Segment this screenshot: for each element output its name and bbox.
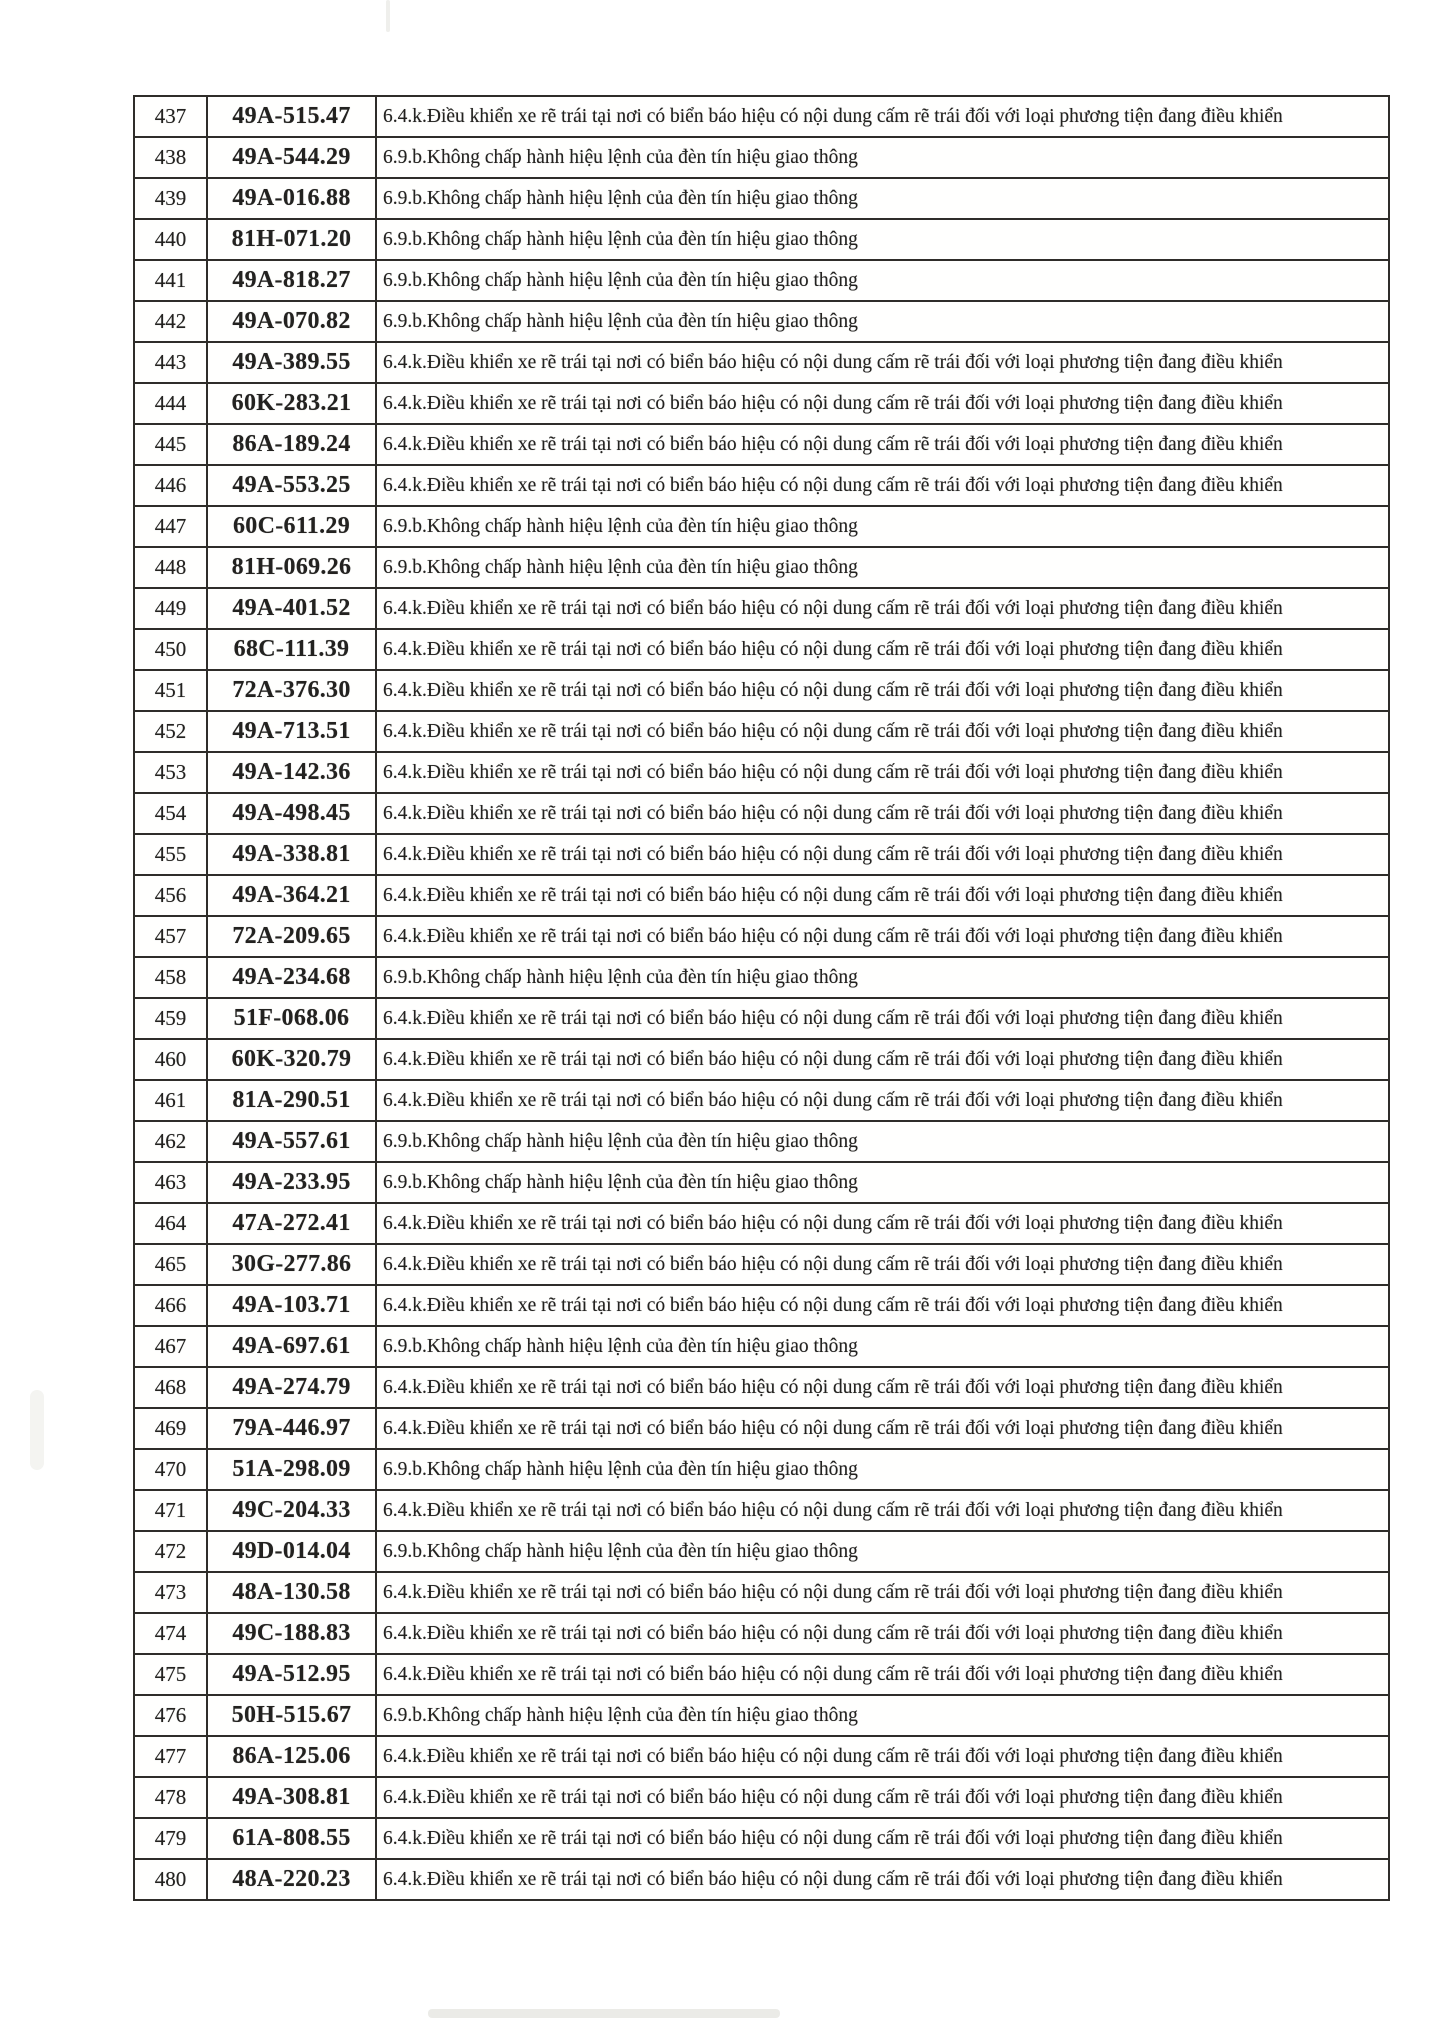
violation-text-cell: 6.9.b.Không chấp hành hiệu lệnh của đèn tín hiệu giao thông [376,219,1389,260]
violation-text-cell: 6.4.k.Điều khiển xe rẽ trái tại nơi có biển báo hiệu có nội dung cấm rẽ trái đối với loại phương tiện đang điều khiển [376,834,1389,875]
license-plate-cell: 47A-272.41 [207,1203,376,1244]
license-plate-cell: 86A-125.06 [207,1736,376,1777]
license-plate-cell: 49A-818.27 [207,260,376,301]
table-row [134,301,1389,342]
row-number-cell: 477 [134,1736,207,1777]
row-number-cell: 478 [134,1777,207,1818]
violation-text-cell: 6.4.k.Điều khiển xe rẽ trái tại nơi có biển báo hiệu có nội dung cấm rẽ trái đối với loại phương tiện đang điều khiển [376,1285,1389,1326]
row-number-cell: 447 [134,506,207,547]
row-number-cell: 449 [134,588,207,629]
violation-text-cell: 6.4.k.Điều khiển xe rẽ trái tại nơi có biển báo hiệu có nội dung cấm rẽ trái đối với loại phương tiện đang điều khiển [376,1408,1389,1449]
table-row [134,1326,1389,1367]
table-row [134,1039,1389,1080]
violations-table-body [134,96,1389,1900]
violation-text-cell: 6.9.b.Không chấp hành hiệu lệnh của đèn tín hiệu giao thông [376,1695,1389,1736]
violation-text-cell: 6.4.k.Điều khiển xe rẽ trái tại nơi có biển báo hiệu có nội dung cấm rẽ trái đối với loại phương tiện đang điều khiển [376,1367,1389,1408]
license-plate-cell: 49A-515.47 [207,96,376,137]
row-number-cell: 457 [134,916,207,957]
table-row [134,465,1389,506]
table-row [134,547,1389,588]
row-number-cell: 467 [134,1326,207,1367]
violation-text-cell: 6.4.k.Điều khiển xe rẽ trái tại nơi có biển báo hiệu có nội dung cấm rẽ trái đối với loại phương tiện đang điều khiển [376,383,1389,424]
row-number-cell: 451 [134,670,207,711]
violation-text-cell: 6.9.b.Không chấp hành hiệu lệnh của đèn tín hiệu giao thông [376,1531,1389,1572]
license-plate-cell: 79A-446.97 [207,1408,376,1449]
license-plate-cell: 49A-713.51 [207,711,376,752]
table-row [134,178,1389,219]
table-row [134,383,1389,424]
license-plate-cell: 50H-515.67 [207,1695,376,1736]
row-number-cell: 445 [134,424,207,465]
license-plate-cell: 49C-188.83 [207,1613,376,1654]
violation-text-cell: 6.4.k.Điều khiển xe rẽ trái tại nơi có biển báo hiệu có nội dung cấm rẽ trái đối với loại phương tiện đang điều khiển [376,1818,1389,1859]
table-row [134,752,1389,793]
table-row [134,1203,1389,1244]
table-row [134,998,1389,1039]
violation-text-cell: 6.4.k.Điều khiển xe rẽ trái tại nơi có biển báo hiệu có nội dung cấm rẽ trái đối với loại phương tiện đang điều khiển [376,1777,1389,1818]
violation-text-cell: 6.4.k.Điều khiển xe rẽ trái tại nơi có biển báo hiệu có nội dung cấm rẽ trái đối với loại phương tiện đang điều khiển [376,465,1389,506]
table-row [134,1490,1389,1531]
violation-text-cell: 6.9.b.Không chấp hành hiệu lệnh của đèn tín hiệu giao thông [376,1162,1389,1203]
violation-text-cell: 6.9.b.Không chấp hành hiệu lệnh của đèn tín hiệu giao thông [376,547,1389,588]
license-plate-cell: 49C-204.33 [207,1490,376,1531]
table-row [134,629,1389,670]
license-plate-cell: 51F-068.06 [207,998,376,1039]
license-plate-cell: 49A-364.21 [207,875,376,916]
table-row [134,260,1389,301]
table-row [134,1531,1389,1572]
row-number-cell: 468 [134,1367,207,1408]
violation-text-cell: 6.4.k.Điều khiển xe rẽ trái tại nơi có biển báo hiệu có nội dung cấm rẽ trái đối với loại phương tiện đang điều khiển [376,1736,1389,1777]
row-number-cell: 440 [134,219,207,260]
row-number-cell: 462 [134,1121,207,1162]
license-plate-cell: 72A-209.65 [207,916,376,957]
row-number-cell: 475 [134,1654,207,1695]
violation-text-cell: 6.9.b.Không chấp hành hiệu lệnh của đèn tín hiệu giao thông [376,1326,1389,1367]
row-number-cell: 450 [134,629,207,670]
table-row [134,506,1389,547]
license-plate-cell: 49A-142.36 [207,752,376,793]
row-number-cell: 453 [134,752,207,793]
row-number-cell: 438 [134,137,207,178]
license-plate-cell: 48A-220.23 [207,1859,376,1900]
table-row [134,1408,1389,1449]
table-row [134,670,1389,711]
violation-text-cell: 6.9.b.Không chấp hành hiệu lệnh của đèn tín hiệu giao thông [376,260,1389,301]
scan-artifact-top [386,0,390,32]
row-number-cell: 476 [134,1695,207,1736]
row-number-cell: 474 [134,1613,207,1654]
row-number-cell: 479 [134,1818,207,1859]
table-row [134,424,1389,465]
table-row [134,588,1389,629]
violation-text-cell: 6.9.b.Không chấp hành hiệu lệnh của đèn tín hiệu giao thông [376,1121,1389,1162]
table-row [134,1613,1389,1654]
violation-text-cell: 6.4.k.Điều khiển xe rẽ trái tại nơi có biển báo hiệu có nội dung cấm rẽ trái đối với loại phương tiện đang điều khiển [376,1244,1389,1285]
violation-text-cell: 6.4.k.Điều khiển xe rẽ trái tại nơi có biển báo hiệu có nội dung cấm rẽ trái đối với loại phương tiện đang điều khiển [376,588,1389,629]
table-row [134,1695,1389,1736]
violation-text-cell: 6.4.k.Điều khiển xe rẽ trái tại nơi có biển báo hiệu có nội dung cấm rẽ trái đối với loại phương tiện đang điều khiển [376,1859,1389,1900]
violation-text-cell: 6.9.b.Không chấp hành hiệu lệnh của đèn tín hiệu giao thông [376,957,1389,998]
table-row [134,1449,1389,1490]
row-number-cell: 473 [134,1572,207,1613]
row-number-cell: 442 [134,301,207,342]
violation-text-cell: 6.9.b.Không chấp hành hiệu lệnh của đèn tín hiệu giao thông [376,506,1389,547]
license-plate-cell: 30G-277.86 [207,1244,376,1285]
violation-text-cell: 6.4.k.Điều khiển xe rẽ trái tại nơi có biển báo hiệu có nội dung cấm rẽ trái đối với loại phương tiện đang điều khiển [376,629,1389,670]
scan-artifact-bottom [428,2009,780,2018]
table-row [134,834,1389,875]
violation-text-cell: 6.4.k.Điều khiển xe rẽ trái tại nơi có biển báo hiệu có nội dung cấm rẽ trái đối với loại phương tiện đang điều khiển [376,998,1389,1039]
row-number-cell: 446 [134,465,207,506]
table-row [134,137,1389,178]
table-row [134,1285,1389,1326]
row-number-cell: 437 [134,96,207,137]
table-row [134,1654,1389,1695]
license-plate-cell: 49A-557.61 [207,1121,376,1162]
license-plate-cell: 49A-103.71 [207,1285,376,1326]
license-plate-cell: 86A-189.24 [207,424,376,465]
license-plate-cell: 49A-070.82 [207,301,376,342]
violations-table [133,95,1390,1901]
row-number-cell: 443 [134,342,207,383]
violation-text-cell: 6.4.k.Điều khiển xe rẽ trái tại nơi có biển báo hiệu có nội dung cấm rẽ trái đối với loại phương tiện đang điều khiển [376,342,1389,383]
violation-text-cell: 6.4.k.Điều khiển xe rẽ trái tại nơi có biển báo hiệu có nội dung cấm rẽ trái đối với loại phương tiện đang điều khiển [376,670,1389,711]
violation-text-cell: 6.4.k.Điều khiển xe rẽ trái tại nơi có biển báo hiệu có nội dung cấm rẽ trái đối với loại phương tiện đang điều khiển [376,711,1389,752]
row-number-cell: 439 [134,178,207,219]
table-row [134,219,1389,260]
table-row [134,875,1389,916]
license-plate-cell: 49A-401.52 [207,588,376,629]
license-plate-cell: 49A-233.95 [207,1162,376,1203]
violation-text-cell: 6.4.k.Điều khiển xe rẽ trái tại nơi có biển báo hiệu có nội dung cấm rẽ trái đối với loại phương tiện đang điều khiển [376,1080,1389,1121]
table-row [134,1121,1389,1162]
table-row [134,957,1389,998]
row-number-cell: 452 [134,711,207,752]
table-row [134,1572,1389,1613]
scan-artifact-left [30,1390,44,1470]
row-number-cell: 456 [134,875,207,916]
row-number-cell: 460 [134,1039,207,1080]
row-number-cell: 465 [134,1244,207,1285]
license-plate-cell: 48A-130.58 [207,1572,376,1613]
row-number-cell: 466 [134,1285,207,1326]
license-plate-cell: 49A-544.29 [207,137,376,178]
row-number-cell: 444 [134,383,207,424]
table-row [134,1367,1389,1408]
license-plate-cell: 61A-808.55 [207,1818,376,1859]
license-plate-cell: 49A-274.79 [207,1367,376,1408]
table-row [134,342,1389,383]
table-row [134,1818,1389,1859]
license-plate-cell: 60K-320.79 [207,1039,376,1080]
license-plate-cell: 49D-014.04 [207,1531,376,1572]
license-plate-cell: 49A-234.68 [207,957,376,998]
row-number-cell: 448 [134,547,207,588]
violation-text-cell: 6.9.b.Không chấp hành hiệu lệnh của đèn tín hiệu giao thông [376,301,1389,342]
row-number-cell: 454 [134,793,207,834]
violation-text-cell: 6.4.k.Điều khiển xe rẽ trái tại nơi có biển báo hiệu có nội dung cấm rẽ trái đối với loại phương tiện đang điều khiển [376,875,1389,916]
row-number-cell: 480 [134,1859,207,1900]
table-row [134,1859,1389,1900]
license-plate-cell: 49A-016.88 [207,178,376,219]
license-plate-cell: 68C-111.39 [207,629,376,670]
violation-text-cell: 6.9.b.Không chấp hành hiệu lệnh của đèn tín hiệu giao thông [376,137,1389,178]
violation-text-cell: 6.4.k.Điều khiển xe rẽ trái tại nơi có biển báo hiệu có nội dung cấm rẽ trái đối với loại phương tiện đang điều khiển [376,1654,1389,1695]
violation-text-cell: 6.4.k.Điều khiển xe rẽ trái tại nơi có biển báo hiệu có nội dung cấm rẽ trái đối với loại phương tiện đang điều khiển [376,96,1389,137]
license-plate-cell: 49A-308.81 [207,1777,376,1818]
row-number-cell: 441 [134,260,207,301]
violation-text-cell: 6.9.b.Không chấp hành hiệu lệnh của đèn tín hiệu giao thông [376,178,1389,219]
violation-text-cell: 6.4.k.Điều khiển xe rẽ trái tại nơi có biển báo hiệu có nội dung cấm rẽ trái đối với loại phương tiện đang điều khiển [376,916,1389,957]
violation-text-cell: 6.4.k.Điều khiển xe rẽ trái tại nơi có biển báo hiệu có nội dung cấm rẽ trái đối với loại phương tiện đang điều khiển [376,1490,1389,1531]
license-plate-cell: 72A-376.30 [207,670,376,711]
row-number-cell: 470 [134,1449,207,1490]
table-row [134,711,1389,752]
violation-text-cell: 6.4.k.Điều khiển xe rẽ trái tại nơi có biển báo hiệu có nội dung cấm rẽ trái đối với loại phương tiện đang điều khiển [376,1613,1389,1654]
license-plate-cell: 49A-338.81 [207,834,376,875]
row-number-cell: 458 [134,957,207,998]
license-plate-cell: 49A-498.45 [207,793,376,834]
license-plate-cell: 60C-611.29 [207,506,376,547]
row-number-cell: 459 [134,998,207,1039]
violation-text-cell: 6.4.k.Điều khiển xe rẽ trái tại nơi có biển báo hiệu có nội dung cấm rẽ trái đối với loại phương tiện đang điều khiển [376,752,1389,793]
table-row [134,96,1389,137]
license-plate-cell: 49A-389.55 [207,342,376,383]
table-row [134,1736,1389,1777]
table-row [134,1244,1389,1285]
license-plate-cell: 49A-553.25 [207,465,376,506]
violation-text-cell: 6.9.b.Không chấp hành hiệu lệnh của đèn tín hiệu giao thông [376,1449,1389,1490]
violation-text-cell: 6.4.k.Điều khiển xe rẽ trái tại nơi có biển báo hiệu có nội dung cấm rẽ trái đối với loại phương tiện đang điều khiển [376,1203,1389,1244]
row-number-cell: 461 [134,1080,207,1121]
row-number-cell: 469 [134,1408,207,1449]
license-plate-cell: 49A-697.61 [207,1326,376,1367]
license-plate-cell: 60K-283.21 [207,383,376,424]
license-plate-cell: 49A-512.95 [207,1654,376,1695]
license-plate-cell: 51A-298.09 [207,1449,376,1490]
table-row [134,1777,1389,1818]
license-plate-cell: 81H-071.20 [207,219,376,260]
row-number-cell: 472 [134,1531,207,1572]
violation-text-cell: 6.4.k.Điều khiển xe rẽ trái tại nơi có biển báo hiệu có nội dung cấm rẽ trái đối với loại phương tiện đang điều khiển [376,1039,1389,1080]
row-number-cell: 463 [134,1162,207,1203]
table-row [134,793,1389,834]
table-row [134,1162,1389,1203]
violation-text-cell: 6.4.k.Điều khiển xe rẽ trái tại nơi có biển báo hiệu có nội dung cấm rẽ trái đối với loại phương tiện đang điều khiển [376,424,1389,465]
license-plate-cell: 81A-290.51 [207,1080,376,1121]
violation-text-cell: 6.4.k.Điều khiển xe rẽ trái tại nơi có biển báo hiệu có nội dung cấm rẽ trái đối với loại phương tiện đang điều khiển [376,1572,1389,1613]
license-plate-cell: 81H-069.26 [207,547,376,588]
row-number-cell: 471 [134,1490,207,1531]
table-row [134,916,1389,957]
row-number-cell: 464 [134,1203,207,1244]
row-number-cell: 455 [134,834,207,875]
table-row [134,1080,1389,1121]
violation-text-cell: 6.4.k.Điều khiển xe rẽ trái tại nơi có biển báo hiệu có nội dung cấm rẽ trái đối với loại phương tiện đang điều khiển [376,793,1389,834]
